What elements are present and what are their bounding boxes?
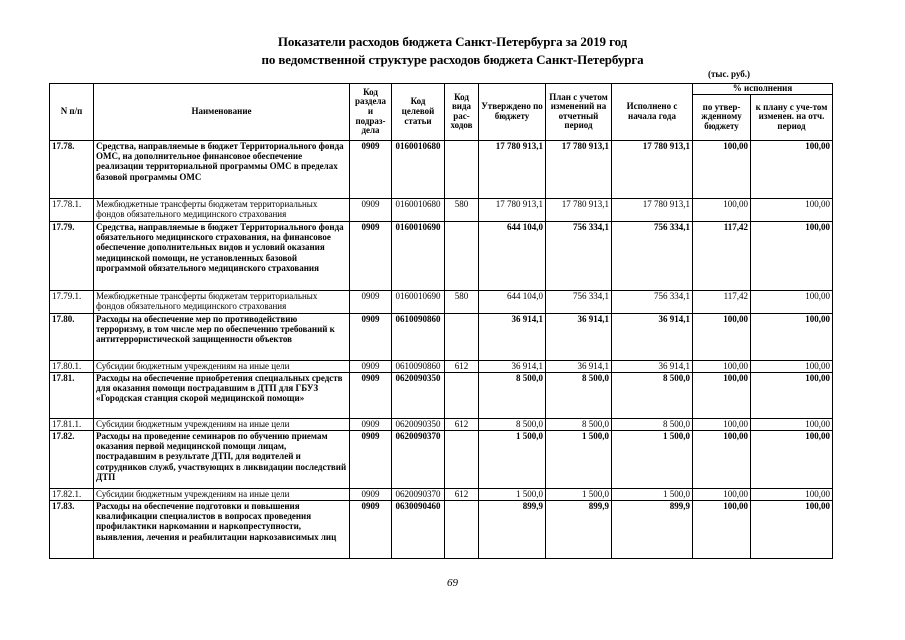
cell-pct-plan: 100,00 <box>751 140 833 198</box>
col-header-num: N п/п <box>50 84 94 141</box>
cell-approved: 1 500,0 <box>479 488 546 500</box>
cell-pct-plan: 100,00 <box>751 313 833 360</box>
cell-executed: 8 500,0 <box>612 418 693 430</box>
cell-executed: 899,9 <box>612 500 693 558</box>
cell-plan: 17 780 913,1 <box>546 198 612 221</box>
cell-vid <box>445 221 479 290</box>
cell-target: 0620090370 <box>392 430 445 488</box>
cell-target: 0160010690 <box>392 221 445 290</box>
cell-pct-budget: 100,00 <box>693 430 751 488</box>
table-row <box>50 198 833 221</box>
col-header-pct-budget: по утвер-жденному бюджету <box>693 94 751 140</box>
cell-num: 17.80.1. <box>50 360 94 372</box>
cell-approved: 644 104,0 <box>479 221 546 290</box>
cell-target: 0160010690 <box>392 290 445 313</box>
budget-table <box>49 83 833 559</box>
cell-plan: 8 500,0 <box>546 418 612 430</box>
col-header-executed: Исполнено с начала года <box>612 84 693 141</box>
cell-executed: 17 780 913,1 <box>612 140 693 198</box>
cell-vid <box>445 313 479 360</box>
cell-razdel: 0909 <box>350 290 392 313</box>
cell-pct-budget: 100,00 <box>693 500 751 558</box>
cell-approved: 644 104,0 <box>479 290 546 313</box>
cell-executed: 1 500,0 <box>612 488 693 500</box>
document-title-line1: Показатели расходов бюджета Санкт-Петербурга за 2019 год <box>277 34 628 49</box>
cell-executed: 756 334,1 <box>612 221 693 290</box>
cell-razdel: 0909 <box>350 313 392 360</box>
cell-plan: 17 780 913,1 <box>546 140 612 198</box>
cell-plan: 36 914,1 <box>546 360 612 372</box>
cell-target: 0160010680 <box>392 140 445 198</box>
cell-razdel: 0909 <box>350 140 392 198</box>
cell-num: 17.82.1. <box>50 488 94 500</box>
col-header-plan: План с учетом изменений на отчетный период <box>546 84 612 141</box>
cell-executed: 17 780 913,1 <box>612 198 693 221</box>
cell-pct-plan: 100,00 <box>751 418 833 430</box>
table-row <box>50 313 833 360</box>
cell-vid <box>445 430 479 488</box>
col-header-name: Наименование <box>94 84 350 141</box>
cell-pct-budget: 100,00 <box>693 418 751 430</box>
cell-name: Субсидии бюджетным учреждениям на иные цели <box>94 360 350 372</box>
cell-plan: 756 334,1 <box>546 221 612 290</box>
table-body <box>50 140 833 558</box>
cell-name: Межбюджетные трансферты бюджетам территориальных фондов обязательного медицинского страхования <box>94 198 350 221</box>
cell-pct-plan: 100,00 <box>751 372 833 418</box>
cell-pct-budget: 100,00 <box>693 140 751 198</box>
col-header-pct-group: % исполнения <box>693 84 833 95</box>
cell-pct-plan: 100,00 <box>751 198 833 221</box>
table-row <box>50 430 833 488</box>
cell-target: 0620090350 <box>392 418 445 430</box>
cell-pct-plan: 100,00 <box>751 500 833 558</box>
cell-target: 0620090350 <box>392 372 445 418</box>
table-row <box>50 488 833 500</box>
cell-num: 17.81. <box>50 372 94 418</box>
cell-vid: 580 <box>445 198 479 221</box>
cell-pct-budget: 117,42 <box>693 290 751 313</box>
cell-executed: 8 500,0 <box>612 372 693 418</box>
cell-num: 17.79.1. <box>50 290 94 313</box>
cell-razdel: 0909 <box>350 500 392 558</box>
cell-approved: 17 780 913,1 <box>479 140 546 198</box>
table-row <box>50 418 833 430</box>
table-row <box>50 140 833 198</box>
cell-name: Межбюджетные трансферты бюджетам территориальных фондов обязательного медицинского страхования <box>94 290 350 313</box>
cell-name: Субсидии бюджетным учреждениям на иные цели <box>94 488 350 500</box>
cell-vid: 580 <box>445 290 479 313</box>
page-number: 69 <box>447 577 458 589</box>
cell-target: 0160010680 <box>392 198 445 221</box>
cell-vid <box>445 372 479 418</box>
cell-approved: 36 914,1 <box>479 360 546 372</box>
cell-razdel: 0909 <box>350 221 392 290</box>
cell-vid <box>445 500 479 558</box>
cell-razdel: 0909 <box>350 430 392 488</box>
col-header-target: Код целевой статьи <box>392 84 445 141</box>
cell-pct-plan: 100,00 <box>751 430 833 488</box>
cell-num: 17.81.1. <box>50 418 94 430</box>
cell-approved: 899,9 <box>479 500 546 558</box>
cell-plan: 1 500,0 <box>546 430 612 488</box>
cell-num: 17.78. <box>50 140 94 198</box>
cell-name: Расходы на обеспечение приобретения специальных средств для оказания помощи пострадавшим в ДТП для ГБУЗ «Городская станция скорой медицинской помощи» <box>94 372 350 418</box>
cell-target: 0610090860 <box>392 360 445 372</box>
cell-name: Расходы на обеспечение мер по противодействию терроризму, в том числе мер по обеспечению требований к антитеррористической защищенности объектов <box>94 313 350 360</box>
cell-target: 0630090460 <box>392 500 445 558</box>
cell-name: Средства, направляемые в бюджет Территориального фонда обязательного медицинского страхования, на финансовое обеспечение дополнительных видов и условий оказания медицинской помощи, не установленных базовой программой обязательного медицинского страхования <box>94 221 350 290</box>
cell-razdel: 0909 <box>350 372 392 418</box>
table-row <box>50 360 833 372</box>
table-row <box>50 290 833 313</box>
cell-num: 17.82. <box>50 430 94 488</box>
cell-name: Расходы на обеспечение подготовки и повышения квалификации специалистов в вопросах проведения профилактики наркомании и наркопреступности, выявления, лечения и реабилитации наркозависимых лиц <box>94 500 350 558</box>
col-header-vid: Код вида рас-ходов <box>445 84 479 141</box>
cell-approved: 8 500,0 <box>479 418 546 430</box>
cell-approved: 8 500,0 <box>479 372 546 418</box>
cell-pct-plan: 100,00 <box>751 488 833 500</box>
cell-num: 17.78.1. <box>50 198 94 221</box>
cell-name: Средства, направляемые в бюджет Территориального фонда ОМС, на дополнительное финансовое обеспечение реализации территориальной программы ОМС в пределах базовой программы ОМС <box>94 140 350 198</box>
col-header-razdel: Код раздела и подраз-дела <box>350 84 392 141</box>
cell-target: 0620090370 <box>392 488 445 500</box>
cell-name: Расходы на проведение семинаров по обучению приемам оказания первой медицинской помощи лицам, пострадавшим в результате ДТП, для водителей и сотрудников служб, участвующих в ликвидации последствий ДТП <box>94 430 350 488</box>
col-header-approved: Утверждено по бюджету <box>479 84 546 141</box>
cell-razdel: 0909 <box>350 360 392 372</box>
cell-num: 17.79. <box>50 221 94 290</box>
cell-vid <box>445 140 479 198</box>
cell-plan: 36 914,1 <box>546 313 612 360</box>
table-row <box>50 500 833 558</box>
cell-vid: 612 <box>445 360 479 372</box>
cell-plan: 756 334,1 <box>546 290 612 313</box>
cell-vid: 612 <box>445 488 479 500</box>
cell-name: Субсидии бюджетным учреждениям на иные цели <box>94 418 350 430</box>
cell-pct-budget: 100,00 <box>693 198 751 221</box>
cell-pct-budget: 100,00 <box>693 360 751 372</box>
cell-pct-plan: 100,00 <box>751 221 833 290</box>
cell-razdel: 0909 <box>350 418 392 430</box>
cell-razdel: 0909 <box>350 198 392 221</box>
table-row <box>50 372 833 418</box>
cell-pct-budget: 100,00 <box>693 488 751 500</box>
cell-executed: 1 500,0 <box>612 430 693 488</box>
cell-pct-budget: 100,00 <box>693 313 751 360</box>
document-title-line2: по ведомственной структуре расходов бюджета Санкт-Петербурга <box>261 52 644 67</box>
table-row <box>50 221 833 290</box>
col-header-pct-plan: к плану с уче-том изменен. на отч. период <box>751 94 833 140</box>
cell-executed: 36 914,1 <box>612 360 693 372</box>
cell-num: 17.83. <box>50 500 94 558</box>
cell-approved: 17 780 913,1 <box>479 198 546 221</box>
cell-executed: 36 914,1 <box>612 313 693 360</box>
cell-pct-budget: 100,00 <box>693 372 751 418</box>
cell-plan: 899,9 <box>546 500 612 558</box>
cell-approved: 36 914,1 <box>479 313 546 360</box>
cell-pct-plan: 100,00 <box>751 290 833 313</box>
cell-approved: 1 500,0 <box>479 430 546 488</box>
units-label: (тыс. руб.) <box>708 69 750 79</box>
cell-pct-budget: 117,42 <box>693 221 751 290</box>
cell-num: 17.80. <box>50 313 94 360</box>
cell-executed: 756 334,1 <box>612 290 693 313</box>
cell-vid: 612 <box>445 418 479 430</box>
cell-target: 0610090860 <box>392 313 445 360</box>
cell-razdel: 0909 <box>350 488 392 500</box>
cell-pct-plan: 100,00 <box>751 360 833 372</box>
table-header-row-1 <box>50 84 833 95</box>
cell-plan: 1 500,0 <box>546 488 612 500</box>
cell-plan: 8 500,0 <box>546 372 612 418</box>
